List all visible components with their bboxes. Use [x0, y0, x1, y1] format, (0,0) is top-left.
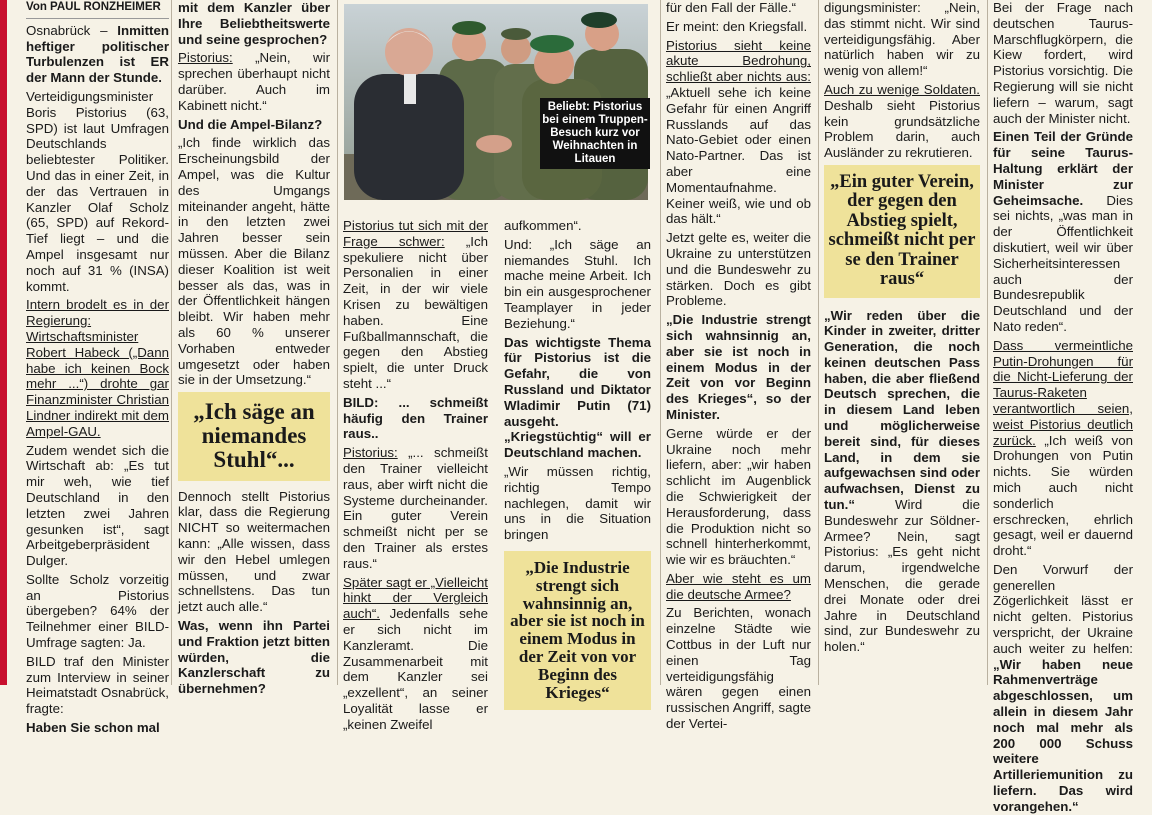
byline: Von PAUL RONZHEIMER	[26, 0, 169, 19]
article-column-4	[504, 218, 651, 702]
intro-underlined: Pistorius tut sich mit der Frage schwer:	[343, 218, 488, 249]
bold-quote: „Die Industrie strengt sich wahnsinnig an, aber sie ist noch in einem Modus in der Zeit von vor Beginn des Krieges“,	[666, 312, 811, 407]
paragraph: Zudem wendet sich die Wirtschaft ab: „Es tut mir weh, wie tief Deutschland in den letzten zwei Jahren gesunken ist“, sagt Arbeitgeberpräsident Dulger.	[26, 442, 169, 569]
bold-text: Einen Teil der Gründe für seine Taurus-Haltung erklärt der Minister zur Geheimsache.	[993, 129, 1133, 208]
paragraph: aufkommen“.	[504, 218, 582, 233]
lead-text: Inmitten heftiger politischer Turbulenzen ist ER der Mann der Stunde.	[26, 22, 169, 86]
pull-quote: „Die Industrie strengt sich wahnsinnig an, aber sie ist noch in einem Modus in der Zeit von vor Beginn des Krieges“	[504, 551, 651, 710]
answer-text: „... schmeißt den Trainer vielleicht raus, aber wirft nicht die Systeme durcheinander. Ein guter Verein schmeißt nicht per se den Trainer als erstes raus.“	[343, 445, 488, 571]
dateline: Osnabrück –	[26, 22, 118, 38]
paragraph: Intern brodelt es in der Regierung: Wirtschaftsminister Robert Habeck („Dann habe ich keinen Bock mehr ...“) drohte gar Finanzminister Christian Lindner indirekt mit dem Ampel-GAU.	[26, 297, 169, 439]
interview-question: Haben Sie schon mal	[26, 720, 160, 736]
column-rule	[818, 0, 819, 685]
intro-underlined: Dass vermeintliche Putin-Drohungen für die Nicht-Lieferung der Taurus-Raketen verantwortlich seien, weist Pistorius deutlich zurück.	[993, 337, 1133, 448]
paragraph: so der Minister.	[666, 391, 811, 422]
quote-text: „Ich spekuliere nicht über Personalien in einer Zeit, in der wir viele Krisen zu bewältigen haben. Eine Fußballmannschaft, die gegen den Abstieg spielt, die unter Druck steht ...“	[343, 233, 488, 391]
article-column-1	[26, 0, 169, 736]
paragraph: Zu Berichten, wonach einzelne Städte wie Cottbus in der Luft nur einen Tag verteidigungsfähig wären gegen einen russischen Angriff, sagte der Vertei-	[666, 605, 811, 732]
paragraph: „Wir müssen richtig, richtig Tempo nachlegen, damit wir uns in die Situation bringen	[504, 463, 651, 543]
article-column-5	[666, 0, 811, 732]
column-rule	[987, 0, 988, 685]
speaker-label: Pistorius:	[343, 445, 398, 461]
quote-text: „Aktuell sehe ich keine Gefahr für einen Angriff Russlands auf das Nato-Gebiet oder einen Nato-Partner. Das ist aber eine Momentaufnahme. Keiner weiß, wie und ob das hält.“	[666, 84, 811, 227]
photo-caption: Beliebt: Pistorius bei einem Truppen-Besuch kurz vor Weihnachten in Litauen	[540, 98, 650, 169]
paragraph: Jedenfalls sehe er sich nicht im Kanzleramt. Die Zusammenarbeit mit dem Kanzler sei „exzellent“, an seiner Loyalität lasse er „keinen Zweifel	[343, 606, 488, 732]
paragraph: Das wichtigste Thema für Pistorius ist die Gefahr, die von Russland und Diktator Wladimir Putin (71) ausgeht. „Kriegstüchtig“ will er Deutschland machen.	[504, 334, 651, 461]
intro-underlined: Pistorius sieht keine akute Bedrohung, schließt aber nichts aus:	[666, 37, 811, 85]
article-column-6	[824, 0, 980, 685]
red-margin-bar	[0, 0, 7, 685]
bold-quote: „Wir haben neue Rahmenverträge abgeschlossen, um allein in diesem Jahr noch mal mehr als 200 000 Schuss weitere Artilleriemunition zu liefern. Das wird vorangehen.“	[993, 656, 1133, 814]
paragraph: Und: „Ich säge an niemandes Stuhl. Ich mache meine Arbeit. Ich bin ein ausgesprochener Teamplayer in jeder Beziehung.“	[504, 236, 651, 331]
interview-question: mit dem Kanzler über Ihre Beliebtheitswerte und seine gesprochen?	[178, 0, 330, 47]
interview-question: BILD: ... schmeißt häufig den Trainer raus..	[343, 394, 488, 442]
paragraph: Bei der Frage nach deutschen Taurus-Marschflugkörpern, die Kiew fordert, wird Pistorius vorsichtig. Die Regierung will sie nicht liefern – warum, sagt auch der Minister nicht.	[993, 0, 1133, 126]
speaker-label: Pistorius:	[178, 50, 233, 66]
paragraph: Wird die Bundeswehr zur Söldner-Armee? Nein, sagt Pistorius: „Es geht nicht darum, irgendwelche Menschen, die gerade drei Monate oder drei Jahre in Deutschland sind, zur Bundeswehr zu holen.“	[824, 497, 980, 655]
bold-quote: „Wir reden über die Kinder in zweiter, dritter Generation, die noch keinen deutschen Pass haben, die aber fließend Deutsch sprechen, die in diesem Land leben und möglicherweise bereit sind, für dieses Land, in dem sie aufgewachsen sind oder aufwachsen, Dienst zu tun.“	[824, 307, 980, 513]
paragraph: „Ich weiß von Drohungen von Putin nichts. Sie würden mich auch nicht sonderlich erschrecken, ehrlich gesagt, weil er dauernd droht.“	[993, 432, 1133, 559]
article-column-2	[178, 0, 330, 697]
paragraph: Verteidigungsminister Boris Pistorius (63, SPD) ist laut Umfragen Deutschlands beliebtester Politiker. Und das in einer Zeit, in der das Vertrauen in Kanzler Olaf Scholz (65, SPD) auf Rekord-Tief liegt – und die Ampel insgesamt nur noch auf 31 % (INSA) kommt.	[26, 88, 169, 294]
paragraph: Sollte Scholz vorzeitig an Pistorius übergeben? 64% der Teilnehmer einer BILD-Umfrage sagten: Ja.	[26, 571, 169, 651]
paragraph: Deshalb sieht Pistorius kein grundsätzliche Problem darin, auch Ausländer zu rekrutieren.	[824, 97, 980, 161]
paragraph: Gerne würde er der Ukraine noch mehr liefern, aber: „wir haben schlicht im Augenblick die Schwierigkeit der Herausforderung, dass die Produktion nicht so schnell hinterherkommt, wie wir es bräuchten.“	[666, 425, 811, 568]
paragraph: digungsminister: „Nein, das stimmt nicht. Wir sind verteidigungsfähig. Aber natürlich haben wir zu wenig von allem!“	[824, 0, 980, 79]
interview-question: Und die Ampel-Bilanz?	[178, 116, 323, 132]
column-rule	[171, 0, 172, 685]
paragraph: Er meint: den Kriegsfall.	[666, 18, 808, 34]
interview-question: Was, wenn ihn Partei und Fraktion jetzt bitten würden, die Kanzlerschaft zu übernehmen?	[178, 617, 330, 697]
pull-quote: „Ein guter Verein, der gegen den Abstieg spielt, schmeißt nicht per se den Trainer raus“	[824, 165, 980, 298]
article-column-3	[343, 218, 488, 732]
column-rule	[660, 0, 661, 685]
pull-quote: „Ich säge an niemandes Stuhl“...	[178, 392, 330, 480]
paragraph: BILD traf den Minister zum Interview in seiner Heimatstadt Osnabrück, fragte:	[26, 653, 169, 717]
paragraph: Jetzt gelte es, weiter die Ukraine zu unterstützen und die Bundeswehr zu stärken. Doch es gibt Probleme.	[666, 230, 811, 309]
paragraph: Den Vorwurf der generellen Zögerlichkeit lässt er nicht gelten. Pistorius verspricht, der Ukraine auch weiter zu helfen:	[993, 561, 1133, 656]
paragraph: für den Fall der Fälle.“	[666, 0, 797, 15]
paragraph: Dies sei nichts, „was man in der Öffentlichkeit diskutiert, weil wir über Sicherheitsinteressen auch der Bundesrepublik Deutschland und der Nato reden“.	[993, 192, 1133, 334]
column-rule	[337, 0, 338, 685]
intro-underlined: Später sagt er „Vielleicht hinkt der Vergleich auch“.	[343, 574, 488, 622]
paragraph: Dennoch stellt Pistorius klar, dass die Regierung NICHT so weitermachen kann: „Alle wissen, dass wir den Hebel umlegen müssen, und zwar schnellstens. Das tun jetzt auch alle.“	[178, 488, 330, 615]
paragraph: „Ich finde wirklich das Erscheinungsbild der Ampel, was die Kultur des Umgangs miteinander angeht, hätte in den letzten zwei Jahren besser sein müssen. Aber die Bilanz dieser Koalition ist weit besser als das, was in der Öffentlichkeit hängen bleibt. Wir haben mehr als 60 % unserer Vorhaben entweder umgesetzt oder haben sie in der Umsetzung.“	[178, 135, 330, 388]
interview-question: Aber wie steht es um die deutsche Armee?	[666, 570, 811, 602]
intro-underlined: Auch zu wenige Soldaten.	[824, 81, 980, 97]
article-column-7	[993, 0, 1133, 814]
answer-text: „Nein, wir sprechen überhaupt nicht darüber. Auch im Kabinett nicht.“	[178, 50, 330, 113]
article-photo	[344, 4, 648, 200]
